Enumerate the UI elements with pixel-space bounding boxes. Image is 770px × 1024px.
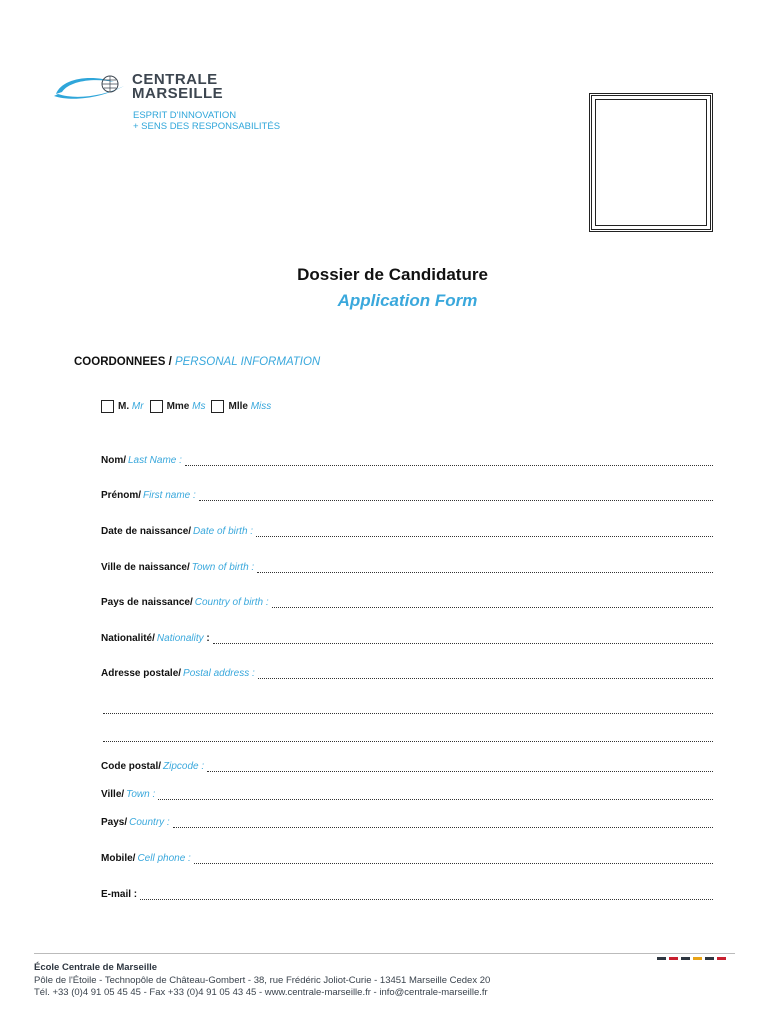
- address-input-line-3[interactable]: [103, 740, 713, 742]
- civility-label-fr: M.: [118, 401, 130, 412]
- field-label-fr: Adresse postale/: [101, 668, 182, 679]
- field-label-fr: Ville/: [101, 789, 125, 800]
- field-address[interactable]: [101, 668, 713, 679]
- field-label-fr: Code postal/: [101, 761, 162, 772]
- section-heading-en: PERSONAL INFORMATION: [174, 356, 321, 368]
- field-label-fr: Pays/: [101, 817, 128, 828]
- logo-tagline-1: ESPRIT D'INNOVATION: [133, 110, 237, 121]
- checkbox-miss[interactable]: [211, 400, 224, 413]
- field-label-fr: E-mail :: [101, 889, 138, 900]
- field-label-en: Nationality: [156, 633, 204, 644]
- field-last-name[interactable]: [101, 455, 713, 466]
- form-subtitle: Application Form: [337, 291, 478, 310]
- field-label: [101, 490, 196, 501]
- footer-color-stripes: [657, 957, 729, 961]
- field-label: [101, 853, 191, 864]
- footer-divider: [34, 953, 735, 954]
- footer-contact: Tél. +33 (0)4 91 05 45 45 - Fax +33 (0)4 91 05 43 45 - www.centrale-marseille.fr - info@centrale-marseille.fr: [34, 987, 488, 998]
- checkbox-mr[interactable]: [101, 400, 114, 413]
- field-label-en: Zipcode :: [163, 761, 205, 772]
- field-label-en: Town :: [126, 789, 156, 800]
- zipcode-input-line[interactable]: [207, 762, 713, 772]
- field-label-fr: Nom/: [101, 455, 126, 466]
- photo-placeholder[interactable]: [589, 93, 713, 232]
- field-nationality[interactable]: [101, 633, 713, 644]
- field-label-en: Last Name :: [128, 455, 182, 466]
- section-heading-fr: COORDONNEES /: [74, 356, 172, 368]
- field-label: [101, 597, 269, 608]
- field-email[interactable]: [101, 889, 713, 900]
- field-label: [101, 562, 254, 573]
- field-country[interactable]: [101, 817, 713, 828]
- color-stripe: [717, 957, 726, 960]
- logo-tagline-2: + SENS DES RESPONSABILITÉS: [133, 121, 281, 132]
- field-label: [101, 668, 255, 679]
- field-label: [101, 526, 253, 537]
- civility-label-en: Miss: [250, 401, 272, 412]
- email-input-line[interactable]: [140, 890, 713, 900]
- logo-wordmark-line2: MARSEILLE: [132, 85, 224, 102]
- birth-town-input-line[interactable]: [257, 563, 713, 573]
- country-input-line[interactable]: [173, 818, 713, 828]
- field-first-name[interactable]: [101, 490, 713, 501]
- field-label: [101, 455, 182, 466]
- civility-option-mr[interactable]: [101, 400, 144, 413]
- civility-label-fr: Mme: [166, 401, 190, 412]
- field-label-en: Country of birth :: [194, 597, 269, 608]
- field-city[interactable]: [101, 789, 713, 800]
- field-label-fr: Ville de naissance/: [101, 562, 190, 573]
- field-label-en: Postal address :: [183, 668, 255, 679]
- city-input-line[interactable]: [158, 790, 713, 800]
- school-logo-icon: [52, 72, 130, 102]
- color-stripe: [693, 957, 702, 960]
- field-label-en: Date of birth :: [193, 526, 254, 537]
- first-name-input-line[interactable]: [199, 491, 713, 501]
- field-label: [101, 889, 137, 900]
- logo-wordmark-line1: CENTRALE: [132, 71, 218, 88]
- section-heading: [74, 356, 320, 368]
- civility-label-fr: Mlle: [228, 401, 248, 412]
- last-name-input-line[interactable]: [185, 456, 713, 466]
- footer-address: Pôle de l'Étoile - Technopôle de Château-Gombert - 38, rue Frédéric Joliot-Curie - 13451 Marseille Cedex 20: [34, 975, 491, 986]
- field-label-en: Town of birth :: [191, 562, 255, 573]
- nationality-input-line[interactable]: [213, 634, 713, 644]
- civility-label-en: Ms: [192, 401, 206, 412]
- photo-frame-inner: [595, 99, 707, 226]
- field-label-en: Country :: [129, 817, 170, 828]
- field-mobile[interactable]: [101, 853, 713, 864]
- address-input-line-2[interactable]: [103, 712, 713, 714]
- field-label-en: First name :: [143, 490, 196, 501]
- civility-label-en: Mr: [131, 401, 144, 412]
- field-birth-town[interactable]: [101, 562, 713, 573]
- field-label-en: Cell phone :: [137, 853, 191, 864]
- field-label-fr: Date de naissance/: [101, 526, 192, 537]
- color-stripe: [657, 957, 666, 960]
- color-stripe: [669, 957, 678, 960]
- field-zipcode[interactable]: [101, 761, 713, 772]
- checkbox-ms[interactable]: [150, 400, 163, 413]
- address-input-line[interactable]: [258, 669, 713, 679]
- footer-school-name: École Centrale de Marseille: [34, 962, 158, 973]
- field-label-fr: Prénom/: [101, 490, 142, 501]
- civility-option-miss[interactable]: [211, 400, 271, 413]
- field-label-fr: Nationalité/: [101, 633, 155, 644]
- field-label: [101, 633, 210, 644]
- mobile-input-line[interactable]: [194, 854, 713, 864]
- civility-option-ms[interactable]: [150, 400, 206, 413]
- color-stripe: [681, 957, 690, 960]
- field-birth-country[interactable]: [101, 597, 713, 608]
- birth-country-input-line[interactable]: [272, 598, 713, 608]
- field-label: [101, 761, 204, 772]
- field-label-fr: Mobile/: [101, 853, 136, 864]
- field-birth-date[interactable]: [101, 526, 713, 537]
- civility-group: [101, 400, 277, 413]
- field-label: [101, 817, 170, 828]
- field-label-fr: Pays de naissance/: [101, 597, 193, 608]
- form-title: Dossier de Candidature: [297, 265, 488, 284]
- field-label-suffix: :: [206, 633, 210, 644]
- field-label: [101, 789, 155, 800]
- birth-date-input-line[interactable]: [256, 527, 713, 537]
- color-stripe: [705, 957, 714, 960]
